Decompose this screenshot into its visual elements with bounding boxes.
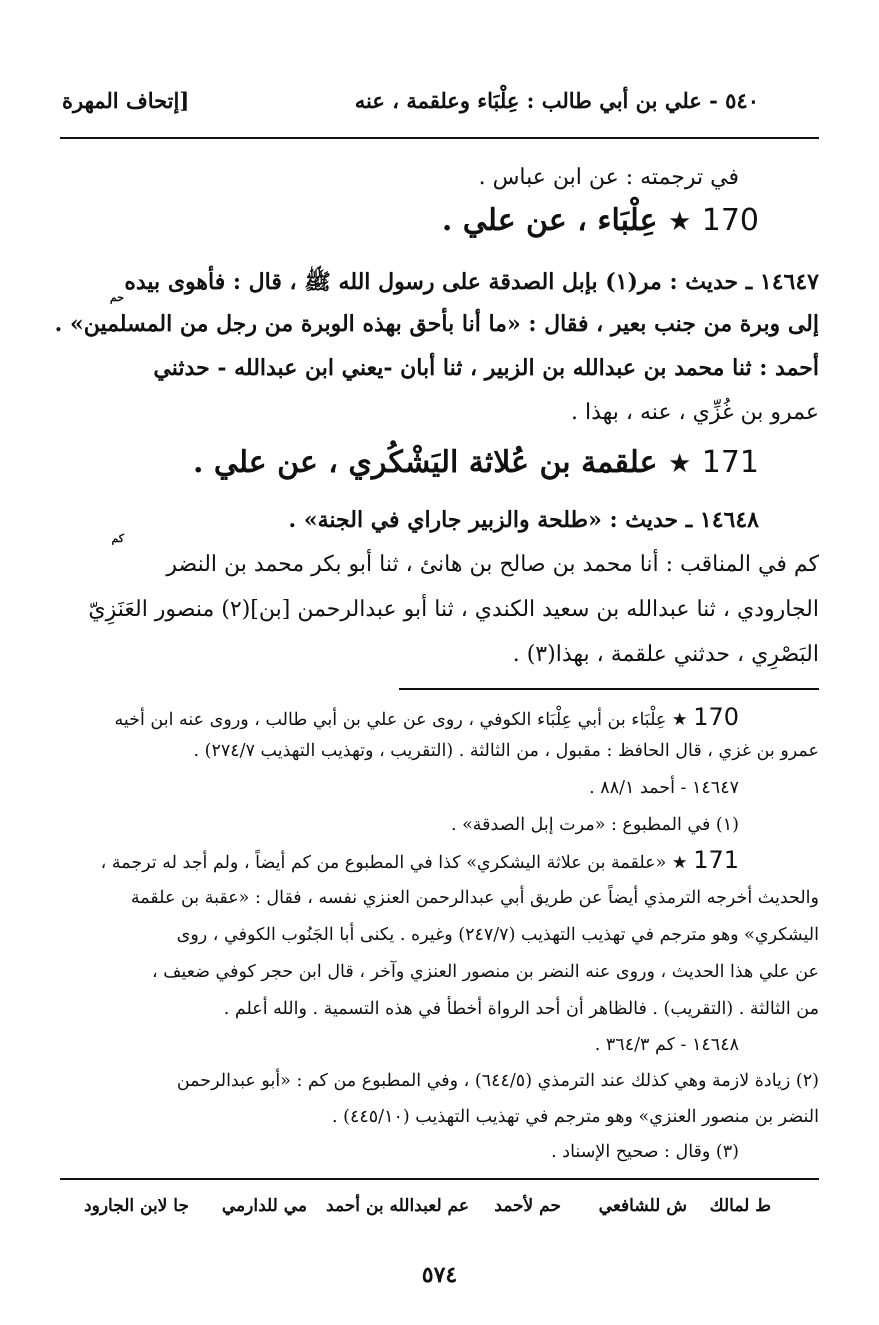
footnote-rule: [399, 688, 819, 690]
footnote-14647: ١٤٦٤٧ - أحمد ٨٨/١ .: [589, 778, 739, 798]
hadith-14648-line1: ١٤٦٤٨ ـ حديث : «طلحة والزبير جاراي في الجنة» .: [288, 507, 759, 533]
footnote-171-line4: عن علي هذا الحديث ، وروى عنه النضر بن منصور العنزي وآخر ، قال ابن حجر كوفي ضعيف ،: [152, 962, 819, 982]
entry-171-heading: [60, 445, 759, 480]
footnote-14648: ١٤٦٤٨ - كم ٣٦٤/٣ .: [594, 1035, 739, 1055]
footnote-171-line1: 171 ★ «علقمة بن علاثة اليشكري» كذا في المطبوع من كم أيضاً ، ولم أجد له ترجمة ،: [100, 846, 739, 874]
siglum-mark: حم: [109, 291, 124, 304]
hadith-14647-line2: إلى وبرة من جنب بعير ، فقال : «ما أنا بأحق بهذه الوبرة من رجل من المسلمين» .: [54, 311, 819, 337]
page-number: ٥٧٤: [421, 1262, 458, 1288]
siglum: ش للشافعي: [598, 1196, 687, 1216]
star-icon: ★: [667, 207, 692, 237]
footnote-171-line3: اليشكري» وهو مترجم في تهذيب التهذيب (٢٤٧/٧) وغيره . يكنى أبا الجَنُوب الكوفي ، روى: [176, 925, 819, 945]
entry-name: علقمة بن عُلاثة اليَشْكُري ، عن علي .: [192, 445, 658, 480]
book-title: [إتحاف المهرة: [62, 88, 190, 113]
footnote-2-line1: (٢) زيادة لازمة وهي كذلك عند الترمذي (٦٤٤/٥) ، وفي المطبوع من كم : «أبو عبدالرحمن: [176, 1071, 819, 1091]
footnote-170-line1: 170 ★ عِلْبَاء بن أبي عِلْبَاء الكوفي ، روى عن علي بن أبي طالب ، وروى عنه ابن أخيه: [114, 703, 739, 731]
star-icon: ★: [671, 853, 688, 873]
footnote-1: (١) في المطبوع : «مرت إبل الصدقة» .: [450, 815, 739, 835]
entry-170-heading: [60, 203, 759, 238]
siglum: ط لمالك: [709, 1196, 771, 1216]
siglum: جا لابن الجارود: [84, 1196, 189, 1216]
hadith-14647-line1: ١٤٦٤٧ ـ حديث : مر(١) بإبل الصدقة على رسول الله ﷺ ، قال : فأهوى بيده: [124, 269, 819, 295]
isnad-kam-line2: الجارودي ، ثنا عبدالله بن سعيد الكندي ، ثنا أبو عبدالرحمن [بن](٢) منصور العَنَزِيّ: [88, 597, 819, 622]
siglum: حم لأحمد: [494, 1196, 561, 1216]
footnote-3: (٣) وقال : صحيح الإسناد .: [551, 1142, 739, 1162]
isnad-line1: أحمد : ثنا محمد بن عبدالله بن الزبير ، ثنا أبان -يعني ابن عبدالله - حدثني: [153, 355, 819, 381]
entry-number: 170: [701, 203, 759, 238]
siglum: عم لعبدالله بن أحمد: [326, 1196, 469, 1216]
star-icon: ★: [667, 449, 692, 479]
header-rule: [60, 137, 819, 139]
star-icon: ★: [671, 710, 688, 730]
siglum-mark: كم: [111, 532, 124, 545]
footnote-171-line2: والحديث أخرجه الترمذي أيضاً عن طريق أبي عبدالرحمن العنزي نفسه ، فقال : «عقبة بن علقمة: [130, 888, 819, 908]
entry-name: عِلْبَاء ، عن علي .: [441, 203, 658, 238]
footnote-171-line5: من الثالثة . (التقريب) . فالظاهر أن أحد الرواة أخطأ في هذه التسمية . والله أعلم .: [223, 999, 819, 1019]
siglum: مي للدارمي: [221, 1196, 307, 1216]
sigla-rule: [60, 1178, 819, 1180]
isnad-line2: عمرو بن غُزِّي ، عنه ، بهذا .: [571, 400, 819, 425]
isnad-kam-line3: البَصْرِي ، حدثني علقمة ، بهذا(٣) .: [512, 642, 819, 667]
footnote-170-line2: عمرو بن غزي ، قال الحافظ : مقبول ، من الثالثة . (التقريب ، وتهذيب التهذيب ٢٧٤/٧) .: [193, 741, 819, 761]
body-line: في ترجمته : عن ابن عباس .: [478, 165, 739, 190]
footnote-2-line2: النضر بن منصور العنزي» وهو مترجم في تهذيب التهذيب (٤٤٥/١٠) .: [332, 1107, 819, 1127]
running-title: ٥٤٠ - علي بن أبي طالب : عِلْبَاء وعلقمة ، عنه: [354, 88, 759, 113]
isnad-kam-line1: كم في المناقب : أنا محمد بن صالح بن هانئ ، ثنا أبو بكر محمد بن النضر: [166, 552, 819, 577]
entry-number: 171: [701, 445, 759, 480]
